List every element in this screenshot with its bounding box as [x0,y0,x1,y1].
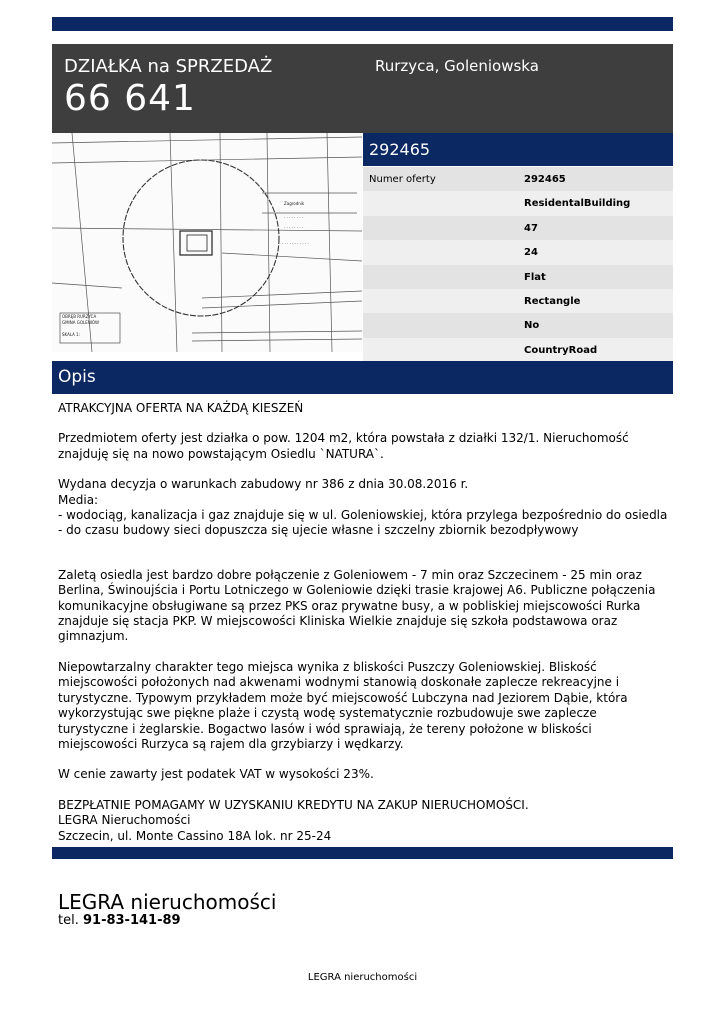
detail-value: Flat [524,271,546,283]
offer-number-heading [363,133,673,166]
listing-type-title: DZIAŁKA na SPRZEDAŻ [64,56,273,77]
agency-phone [58,913,181,928]
detail-value: CountryRoad [524,344,598,356]
listing-header [52,44,673,133]
description-paragraph: W cenie zawarty jest podatek VAT w wysokości 23%. [58,767,374,782]
svg-text:OBRĘB RURZYCA: OBRĘB RURZYCA [62,314,97,319]
detail-row [363,313,673,337]
svg-text:Zagrodnik: Zagrodnik [284,201,305,206]
description-paragraph: Przedmiotem oferty jest działka o pow. 1204 m2, która powstała z działki 132/1. Nieruchomość znajduję się na nowo powstającym Osiedlu `NATURA`. [58,431,629,461]
phone-number[interactable]: 91-83-141-89 [82,913,181,928]
svg-text:GMINA GOLENIÓW: GMINA GOLENIÓW [62,320,100,325]
plot-map-image [52,133,362,352]
detail-value: Rectangle [524,295,581,307]
svg-text:· · · · · · · ·: · · · · · · · · [284,225,304,230]
description-heading [52,361,673,394]
phone-label: tel. [58,913,79,928]
detail-label: Numer oferty [369,174,436,185]
description-body [58,401,670,844]
detail-row [363,289,673,313]
description-heading-text: Opis [58,367,96,387]
detail-value: 24 [524,247,538,259]
detail-value: 292465 [524,174,566,185]
detail-row [363,240,673,264]
offer-details-table [363,167,673,362]
svg-text:· · · · · · · ·: · · · · · · · · [284,215,304,220]
top-accent-bar [52,17,673,31]
svg-text:· · · · · · · · · · ·: · · · · · · · · · · · [282,241,309,246]
detail-row [363,191,673,215]
description-paragraph: BEZPŁATNIE POMAGAMY W UZYSKANIU KREDYTU NA ZAKUP NIERUCHOMOŚCI. LEGRA Nieruchomości Szczecin, ul. Monte Cassino 18A lok. nr 25-24 [58,797,529,843]
description-paragraph: Niepowtarzalny charakter tego miejsca wynika z bliskości Puszczy Goleniowskiej. Bliskość miejscowości położonych nad akwenami wodnymi stanowią doskonałe zaplecze rekreacyjne i turystyczne. Typowym przykładem może być miejscowość Lubczyna nad Jeziorem Dąbie, która wykorzystując swe piękne plaże i czystą wodę systematycznie rozbudowuje swe zaplecze turystyczne i żeglarskie. Bogactwo lasów i wód sprawiają, że tereny położone w bliskości miejscowości Rurzyca są rajem dla grzybiarzy i wędkarzy. [58,659,628,751]
description-paragraph: Wydana decyzja o warunkach zabudowy nr 386 z dnia 30.08.2016 r. Media: - wodociąg, kanalizacja i gaz znajduje się w ul. Goleniowskiej, która przylega bezpośrednio do osiedla - do czasu budowy sieci dopuszcza się ujecie własne i szczelny zbiornik bezodpływowy [58,477,668,538]
detail-row [363,338,673,362]
detail-row [363,216,673,240]
description-paragraph: ATRAKCYJNA OFERTA NA KAŻDĄ KIESZEŃ [58,401,304,415]
svg-text:SKALA 1:: SKALA 1: [62,332,81,337]
detail-value: ResidentalBuilding [524,198,631,210]
description-paragraph [58,554,670,568]
listing-price: 66 641 [64,78,196,119]
bottom-accent-bar [52,847,673,859]
detail-value: 47 [524,222,538,234]
detail-value: No [524,320,540,332]
agency-name: LEGRA nieruchomości [58,890,277,914]
detail-row [363,167,673,191]
description-paragraph: Zaletą osiedla jest bardzo dobre połączenie z Goleniowem - 7 min oraz Szczecinem - 25 min oraz Berlina, Świnoujścia i Portu Lotniczego w Goleniowie dzięki trasie krajowej A6. Publiczne połączenia komunikacyjne obsługiwane są przez PKS oraz prywatne busy, a w pobliskiej miejscowości Rurka znajduje się stacja PKP. W miejscowości Kliniska Wielkie znajduje się szkoła podstawowa oraz gimnazjum. [58,567,656,644]
detail-row [363,265,673,289]
page-footer: LEGRA nieruchomości [307,972,418,983]
offer-number-heading-text: 292465 [369,140,431,159]
cadastral-map-drawing [52,133,362,352]
listing-location: Rurzyca, Goleniowska [375,57,539,75]
